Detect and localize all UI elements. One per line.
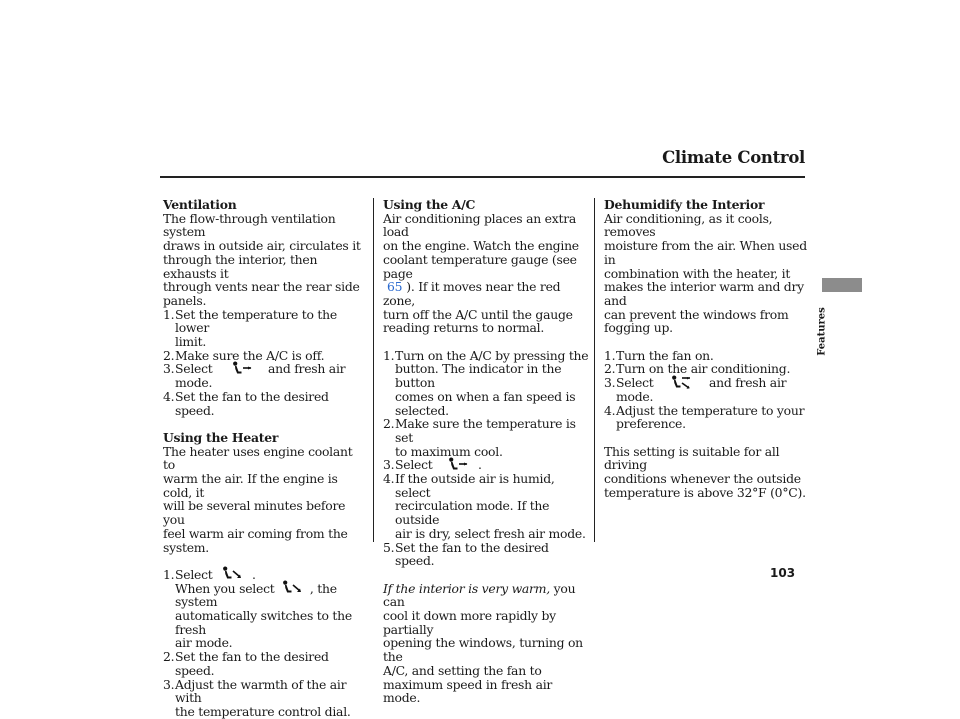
step-number: 1. xyxy=(163,306,175,322)
ac-step-4 xyxy=(383,472,591,541)
dehumidify-step-4 xyxy=(604,404,809,431)
step-text: selected. xyxy=(395,402,449,418)
step-text: Make sure the temperature is set xyxy=(395,416,576,445)
step-text: When you select xyxy=(175,580,275,596)
step-text: Turn the fan on. xyxy=(616,347,714,363)
dehumidify-intro-line: fogging up. xyxy=(604,320,673,336)
step-number: 2. xyxy=(163,347,175,363)
ventilation-intro-line: through vents near the rear side xyxy=(163,279,360,295)
step-text: Set the fan to the desired speed. xyxy=(175,388,329,418)
step-number: 3. xyxy=(163,361,175,377)
step-text: air mode. xyxy=(175,635,233,651)
dehumidify-closing-line: conditions whenever the outside xyxy=(604,471,801,487)
dehumidify-closing-line: temperature is above 32°F (0°C). xyxy=(604,484,806,500)
ac-intro-line: on the engine. Watch the engine xyxy=(383,238,579,254)
dehumidify-closing-line: This setting is suitable for all driving xyxy=(604,443,780,473)
ac-intro-line: coolant temperature gauge (see page xyxy=(383,251,577,281)
step-text: Set the fan to the desired speed. xyxy=(395,539,549,569)
column-ventilation-heater xyxy=(163,198,368,719)
ac-note-text: opening the windows, turning on the xyxy=(383,635,583,665)
dehumidify-intro-line: Air conditioning, as it cools, removes xyxy=(604,210,773,240)
column-divider-2 xyxy=(594,198,595,542)
step-text: . xyxy=(477,457,482,473)
ac-intro-line: reading returns to normal. xyxy=(383,320,545,336)
ac-step-5 xyxy=(383,541,591,568)
title-rule xyxy=(160,176,805,178)
step-text: Turn on the A/C by pressing the xyxy=(395,347,589,363)
step-text: Set the fan to the desired speed. xyxy=(175,649,329,678)
heater-heading: Using the Heater xyxy=(163,429,279,445)
ventilation-step-3 xyxy=(163,362,368,389)
step-number: 3. xyxy=(163,676,175,692)
step-text: preference. xyxy=(616,416,686,432)
heater-step-1 xyxy=(163,568,368,650)
face-vent-mode-icon xyxy=(232,361,254,376)
step-number: 4. xyxy=(383,471,395,487)
step-number: 1. xyxy=(383,347,395,363)
ventilation-heading: Ventilation xyxy=(163,197,237,212)
dehumidify-step-3 xyxy=(604,376,809,403)
ac-step-3 xyxy=(383,458,591,472)
heater-step-3 xyxy=(163,678,368,719)
step-text: limit. xyxy=(175,334,207,350)
section-label-text: Features xyxy=(816,307,828,356)
step-text: recirculation mode. If the outside xyxy=(395,498,550,528)
ac-intro-line: ). If it moves near the red zone, xyxy=(383,279,561,308)
section-tab-marker xyxy=(822,278,862,292)
ac-note-text: you can xyxy=(383,580,576,610)
dehumidify-intro-line: can prevent the windows from xyxy=(604,306,789,322)
step-text: and fresh air mode. xyxy=(175,361,346,391)
ac-intro-line: Air conditioning places an extra load xyxy=(383,210,577,240)
ventilation-intro-line: through the interior, then exhausts it xyxy=(163,251,318,281)
step-number: 5. xyxy=(383,539,395,555)
dehumidify-intro-line: moisture from the air. When used in xyxy=(604,238,807,267)
step-text: and fresh air mode. xyxy=(616,375,787,404)
ac-note-text: A/C, and setting the fan to xyxy=(383,662,542,678)
heater-intro-line: warm the air. If the engine is cold, it xyxy=(163,471,338,500)
ac-note-text: maximum speed in fresh air mode. xyxy=(383,676,553,706)
ac-note-text: cool it down more rapidly by partially xyxy=(383,608,556,637)
step-number: 4. xyxy=(163,388,175,404)
section-label xyxy=(812,298,832,370)
ventilation-intro-line: panels. xyxy=(163,292,207,308)
step-text: If the outside air is humid, select xyxy=(395,471,555,500)
step-text: Adjust the warmth of the air with xyxy=(175,676,347,706)
ac-intro-line: turn off the A/C until the gauge xyxy=(383,306,573,322)
column-using-ac xyxy=(383,198,591,705)
ventilation-intro-line: The flow-through ventilation system xyxy=(163,210,336,240)
heater-intro-line: feel warm air coming from the xyxy=(163,525,348,541)
page-number: 103 xyxy=(770,566,796,580)
ventilation-intro-line: draws in outside air, circulates it xyxy=(163,238,361,254)
page-title: Climate Control xyxy=(662,148,805,167)
heater-intro-line: system. xyxy=(163,539,209,555)
heater-intro-line: The heater uses engine coolant to xyxy=(163,443,353,473)
step-text: button. The indicator in the button xyxy=(395,361,562,391)
step-text: Set the temperature to the lower xyxy=(175,306,337,336)
ac-heading: Using the A/C xyxy=(383,197,476,212)
step-text: Turn on the air conditioning. xyxy=(616,361,791,377)
column-dehumidify xyxy=(604,198,809,499)
step-number: 2. xyxy=(604,361,616,377)
ventilation-step-1 xyxy=(163,308,368,349)
ac-step-2 xyxy=(383,417,591,458)
ac-step-1 xyxy=(383,349,591,418)
step-text: the temperature control dial. xyxy=(175,703,351,719)
step-number: 1. xyxy=(163,566,175,582)
heater-intro-line: will be several minutes before you xyxy=(163,498,346,528)
step-text: Select xyxy=(175,566,213,582)
dehumidify-intro-line: makes the interior warm and dry and xyxy=(604,279,804,308)
step-number: 3. xyxy=(604,375,616,391)
dehumidify-heading: Dehumidify the Interior xyxy=(604,197,765,212)
ac-note-italic: If the interior is very warm, xyxy=(383,580,550,596)
step-text: to maximum cool. xyxy=(395,443,503,459)
step-text: comes on when a fan speed is xyxy=(395,388,576,404)
floor-defrost-mode-icon xyxy=(671,375,695,390)
floor-vent-mode-icon xyxy=(222,566,244,581)
step-number: 2. xyxy=(383,416,395,432)
step-number: 3. xyxy=(383,457,395,473)
step-text: Select xyxy=(175,361,213,377)
step-text: Select xyxy=(395,457,433,473)
step-text: Make sure the A/C is off. xyxy=(175,347,325,363)
page-reference-link[interactable]: 65 xyxy=(387,279,403,295)
step-number: 4. xyxy=(604,402,616,418)
step-number: 1. xyxy=(604,347,616,363)
step-text: air is dry, select fresh air mode. xyxy=(395,525,586,541)
step-number: 2. xyxy=(163,649,175,665)
step-text: Adjust the temperature to your xyxy=(616,402,805,418)
step-text: automatically switches to the fresh xyxy=(175,608,352,637)
step-text: , the system xyxy=(175,580,337,610)
ventilation-step-4 xyxy=(163,390,368,417)
dehumidify-intro-line: combination with the heater, it xyxy=(604,265,791,281)
heater-step-2 xyxy=(163,650,368,677)
step-text: Select xyxy=(616,375,654,391)
step-text: . xyxy=(251,566,256,582)
face-vent-mode-icon xyxy=(448,457,470,472)
column-divider-1 xyxy=(373,198,374,542)
dehumidify-step-1 xyxy=(604,349,809,363)
floor-vent-mode-icon xyxy=(282,580,304,595)
